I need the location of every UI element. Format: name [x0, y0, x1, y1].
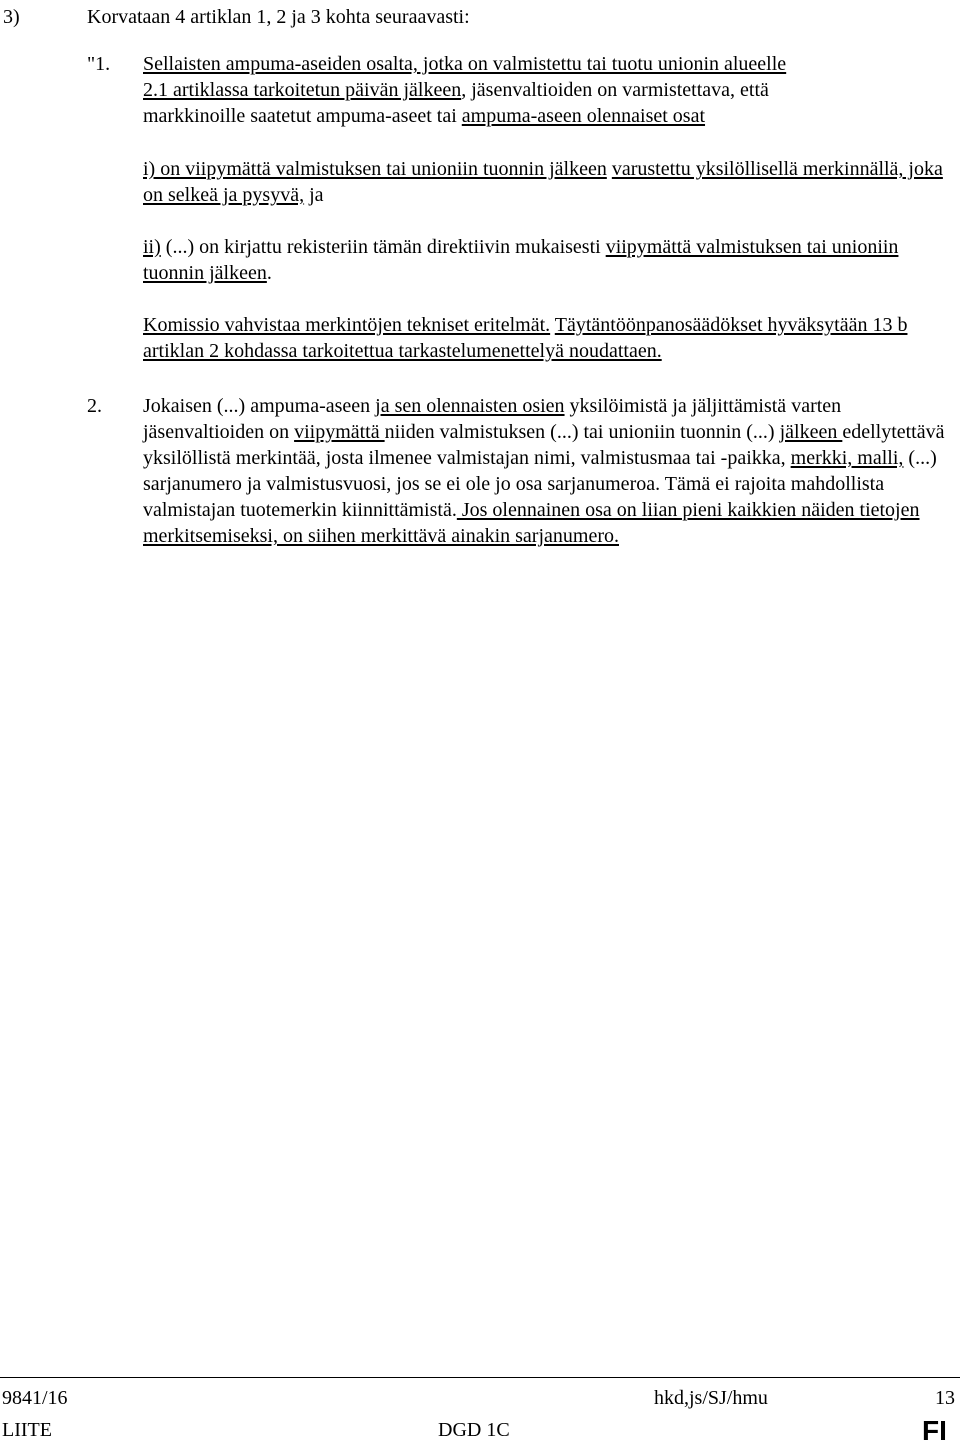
footer-annex: LIITE: [2, 1419, 52, 1441]
para2-s3: yksilöimistä ja jäljittämistä varten jäsenvaltioiden on: [143, 395, 842, 443]
footer-language-code: FI: [922, 1415, 947, 1446]
commission-a: Komissio vahvistaa merkintöjen tekniset eritelmät.: [143, 314, 551, 336]
para2-s6: jälkeen: [779, 421, 843, 443]
footer-initials: hkd,js/SJ/hmu: [654, 1387, 768, 1409]
point-i-c: varustettu yksilöllisellä merkinnällä, joka on selkeä ja pysyvä,: [143, 158, 943, 206]
para2-s8: merkki, malli,: [790, 447, 904, 469]
para2-s1: Jokaisen (...) ampuma-aseen: [143, 395, 376, 417]
para1-text: [143, 51, 959, 129]
point-i: [143, 156, 959, 208]
item-intro: Korvataan 4 artiklan 1, 2 ja 3 kohta seuraavasti:: [87, 6, 470, 28]
footer-dgd: DGD 1C: [438, 1419, 510, 1441]
para2-s7: edellytettävä yksilöllistä merkintää, josta ilmenee valmistajan nimi, valmistusmaa tai -paikka,: [143, 421, 945, 469]
footer-divider: [0, 1377, 960, 1378]
para1-line3a: markkinoille saatetut ampuma-aseet tai: [143, 105, 462, 127]
commission-text: [143, 312, 959, 364]
para1-line2a: 2.1 artiklassa tarkoitetun päivän jälkeen: [143, 79, 462, 101]
para1-number: "1.: [87, 53, 111, 75]
point-ii: [143, 234, 959, 286]
point-ii-c: viipymättä valmistuksen tai unioniin tuonnin jälkeen: [143, 236, 899, 284]
para1-line2b: , jäsenvaltioiden on varmistettava, että: [461, 79, 769, 101]
para1-line3b: ampuma-aseen olennaiset osat: [461, 105, 706, 127]
item-number: 3): [3, 6, 20, 28]
para2-s5: niiden valmistuksen (...) tai unioniin tuonnin (...): [384, 421, 780, 443]
para2-s2: ja sen olennaisten osien: [375, 395, 565, 417]
commission-c: Täytäntöönpanosäädökset hyväksytään 13 b artiklan 2 kohdassa tarkoitettua tarkastelumenettelyä noudattaen.: [143, 314, 908, 362]
para1-line1: Sellaisten ampuma-aseiden osalta, jotka on valmistettu tai tuotu unionin alueelle: [143, 53, 787, 75]
point-ii-a: ii): [143, 236, 161, 258]
footer-page-number: 13: [935, 1387, 955, 1409]
point-i-d: ja: [304, 184, 324, 206]
point-ii-b: (...) on kirjattu rekisteriin tämän direktiivin mukaisesti: [160, 236, 606, 258]
para2-s10: Jos olennainen osa on liian pieni kaikkien näiden tietojen merkitsemiseksi, on siihen merkittävä ainakin sarjanumero.: [143, 499, 920, 547]
para2-s9: (...) sarjanumero ja valmistusvuosi, jos se ei ole jo osa sarjanumeroa. Tämä ei rajoita mahdollista valmistajan tuotemerkin kiinnittämistä.: [143, 447, 937, 521]
point-ii-d: .: [266, 262, 272, 284]
para2-s4: viipymättä: [294, 421, 385, 443]
point-i-a: i) on viipymättä valmistuksen tai unioniin tuonnin jälkeen: [143, 158, 607, 180]
footer-doc-number: 9841/16: [2, 1387, 68, 1409]
para2-text: [143, 393, 959, 549]
para2-number: 2.: [87, 395, 102, 417]
